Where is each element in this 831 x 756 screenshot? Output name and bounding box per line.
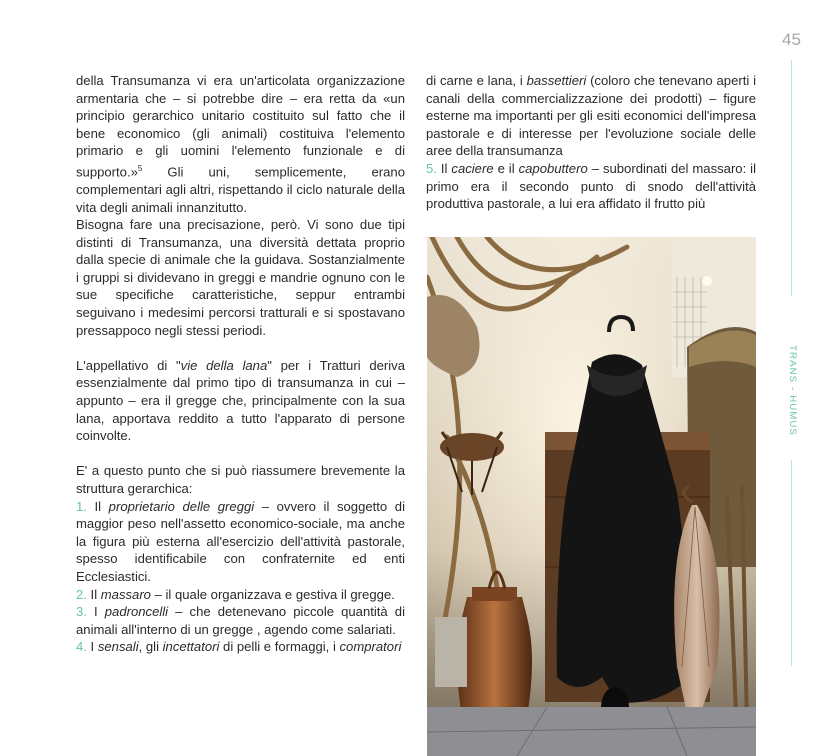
paragraph-two-types: Bisogna fare una precisazione, però. Vi sono due tipi distinti di Transumanza, una diversità dettata proprio dalla specie di animale che la guidava. Sostanzialmente i gruppi si dividevano in greggi e mandrie ognuno con le sue specifiche caratteristiche, seppur entrambi seguivano i medesimi percorsi tratturali e si spostavano pressappoco negli stessi periodi. (76, 217, 405, 338)
paragraph-hierarchy-intro: della Transumanza vi era un'articolata organizzazione armentaria che – si potrebbe dire – era retta da «un principio gerarchico unitario costituito sul fatto che il bene economico (gli animali) costituiva l'elemento primario e gli uomini l'elemento funzionale e di supporto.»$^5$ Gli uni, semplicemente, erano complementari agli altri, rispettando il ciclo naturale della vita degli animali innanzitutto. (76, 73, 405, 215)
metal-jug (435, 617, 467, 687)
paragraph-continuation: di carne e lana, i bassettieri (coloro che tenevano aperti i canali della commercializzazione dei prodotti) – figure esterne ma importanti per gli esiti economici dell'impresa pastorale e di interesse per l'evoluzione sociale delle aree della transumanza (426, 73, 756, 159)
list-item: 4. I sensali, gli incettatori di pelli e formaggi, i compratori (76, 639, 402, 655)
list-item: 2. Il massaro – il quale organizzava e gestiva il gregge. (76, 586, 395, 602)
sidebar-rule-bottom (791, 460, 792, 666)
list-item: 1. Il proprietario delle greggi – ovvero il soggetto di maggior peso nell'assetto economico-sociale, ma anche la figura più esterna all'esercizio dell'attività pastorale, spesso identificabile con confraternite ed enti Ecclesiastici. (76, 498, 405, 584)
right-column (426, 72, 756, 213)
paragraph-structure-lead: E' a questo punto che si può riassumere brevemente la struttura gerarchica: (76, 463, 405, 497)
ceiling-lamp (702, 276, 712, 286)
list-item: 5. Il caciere e il capobuttero – subordinati del massaro: il primo era il secondo punto di snodo dell'attività produttiva pastorale, a lui era affidato il frutto più (426, 160, 756, 212)
list-item: 3. I padroncelli – che detenevano piccole quantità di animali all'interno di un gregge , agendo come salariati. (76, 604, 405, 637)
paragraph-vie-della-lana: L'appellativo di "vie della lana" per i Tratturi deriva essenzialmente dal primo tipo di transumanza in cui – appunto – era il gregge che, principalmente con la sua lana, apportava reddito a tutto l'apparato di persone coinvolte. (76, 357, 405, 444)
footnote-ref: 5 (137, 163, 143, 173)
copper-milk-can (457, 597, 532, 717)
sidebar-label: TRANS - HUMUS (787, 345, 798, 437)
page-number: 45 (782, 30, 801, 49)
sidebar-rule-top (791, 60, 792, 296)
left-column (76, 72, 405, 656)
museum-photo (427, 237, 756, 756)
